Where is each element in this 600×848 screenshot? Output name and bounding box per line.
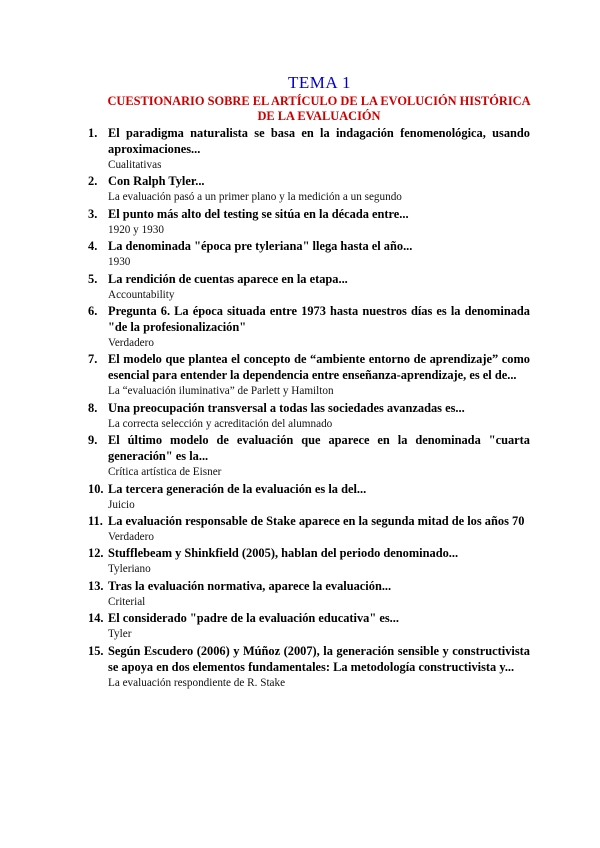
question-list — [88, 125, 530, 691]
question-text: El considerado "padre de la evaluación educativa" es... — [108, 611, 399, 626]
answer-text: La correcta selección y acreditación del alumnado — [108, 417, 333, 430]
question-item-12 — [88, 545, 530, 577]
question-number: 8. — [88, 400, 98, 415]
answer-text: La evaluación pasó a un primer plano y la medición a un segundo — [108, 191, 402, 204]
subtitle-line-1: CUESTIONARIO SOBRE EL ARTÍCULO DE LA EVOLUCIÓN HISTÓRICA — [107, 94, 531, 108]
question-number: 15. — [88, 643, 104, 658]
question-item-5 — [88, 271, 530, 303]
answer-text: 1920 y 1930 — [108, 223, 164, 236]
page-title: TEMA 1 — [288, 73, 351, 92]
question-number: 14. — [88, 611, 104, 626]
question-item-13 — [88, 578, 530, 610]
question-number: 2. — [88, 174, 98, 189]
question-item-4 — [88, 238, 530, 270]
question-text: Una preocupación transversal a todas las sociedades avanzadas es... — [108, 400, 465, 415]
question-text: La evaluación responsable de Stake aparece en la segunda mitad de los años 70 — [108, 514, 525, 529]
question-text: Stufflebeam y Shinkfield (2005), hablan del periodo denominado... — [108, 546, 459, 561]
question-item-2 — [88, 173, 530, 205]
question-item-8 — [88, 400, 530, 432]
question-item-6 — [88, 303, 530, 351]
answer-text: Crítica artística de Eisner — [108, 466, 222, 479]
answer-text: 1930 — [108, 256, 131, 269]
question-number: 3. — [88, 206, 98, 221]
question-item-3 — [88, 206, 530, 238]
question-item-7 — [88, 351, 530, 399]
question-number: 12. — [88, 546, 104, 561]
answer-text: Cualitativas — [108, 159, 162, 171]
question-text: El modelo que plantea el concepto de “ambiente entorno de aprendizaje” como esencial para entender la dependencia entre enseñanza-aprendizaje, es el de... — [108, 352, 530, 383]
answer-text: La “evaluación iluminativa” de Parlett y Hamilton — [108, 385, 334, 398]
question-text: El punto más alto del testing se sitúa en la década entre... — [108, 206, 409, 221]
question-number: 10. — [88, 481, 104, 496]
question-number: 4. — [88, 239, 98, 254]
answer-text: Tyler — [108, 628, 132, 641]
question-text: La denominada "época pre tyleriana" llega hasta el año... — [108, 239, 413, 254]
subtitle-line-2: DE LA EVALUACIÓN — [257, 108, 381, 123]
question-number: 13. — [88, 578, 104, 593]
answer-text: Verdadero — [108, 531, 154, 544]
question-item-1 — [88, 125, 530, 173]
question-text: Tras la evaluación normativa, aparece la evaluación... — [108, 578, 392, 593]
question-item-11 — [88, 513, 530, 545]
question-item-10 — [88, 481, 530, 513]
document-subtitle — [100, 94, 538, 123]
question-text: Pregunta 6. La época situada entre 1973 hasta nuestros días es la denominada "de la profesionalización" — [108, 304, 530, 335]
question-text: La rendición de cuentas aparece en la etapa... — [108, 271, 348, 286]
question-text: El último modelo de evaluación que aparece en la denominada "cuarta generación" es la... — [108, 433, 530, 464]
question-number: 9. — [88, 433, 98, 448]
question-number: 11. — [88, 514, 103, 529]
question-text: Según Escudero (2006) y Múñoz (2007), la generación sensible y constructivista se apoya en dos elementos fundamentales: La metodología constructivista y... — [108, 643, 530, 674]
answer-text: La evaluación respondiente de R. Stake — [108, 676, 286, 689]
question-number: 7. — [88, 352, 98, 367]
answer-text: Juicio — [108, 498, 135, 511]
question-number: 1. — [88, 126, 98, 140]
question-number: 5. — [88, 271, 98, 286]
question-item-9 — [88, 432, 530, 480]
answer-text: Criterial — [108, 595, 146, 608]
answer-text: Tyleriano — [108, 563, 151, 576]
question-text: El paradigma naturalista se basa en la indagación fenomenológica, usando aproximaciones... — [108, 126, 530, 156]
question-item-15 — [88, 643, 530, 691]
question-item-14 — [88, 610, 530, 642]
answer-text: Accountability — [108, 288, 175, 301]
answer-text: Verdadero — [108, 337, 154, 350]
question-text: Con Ralph Tyler... — [108, 174, 205, 189]
question-text: La tercera generación de la evaluación es la del... — [108, 481, 367, 496]
question-number: 6. — [88, 304, 98, 319]
